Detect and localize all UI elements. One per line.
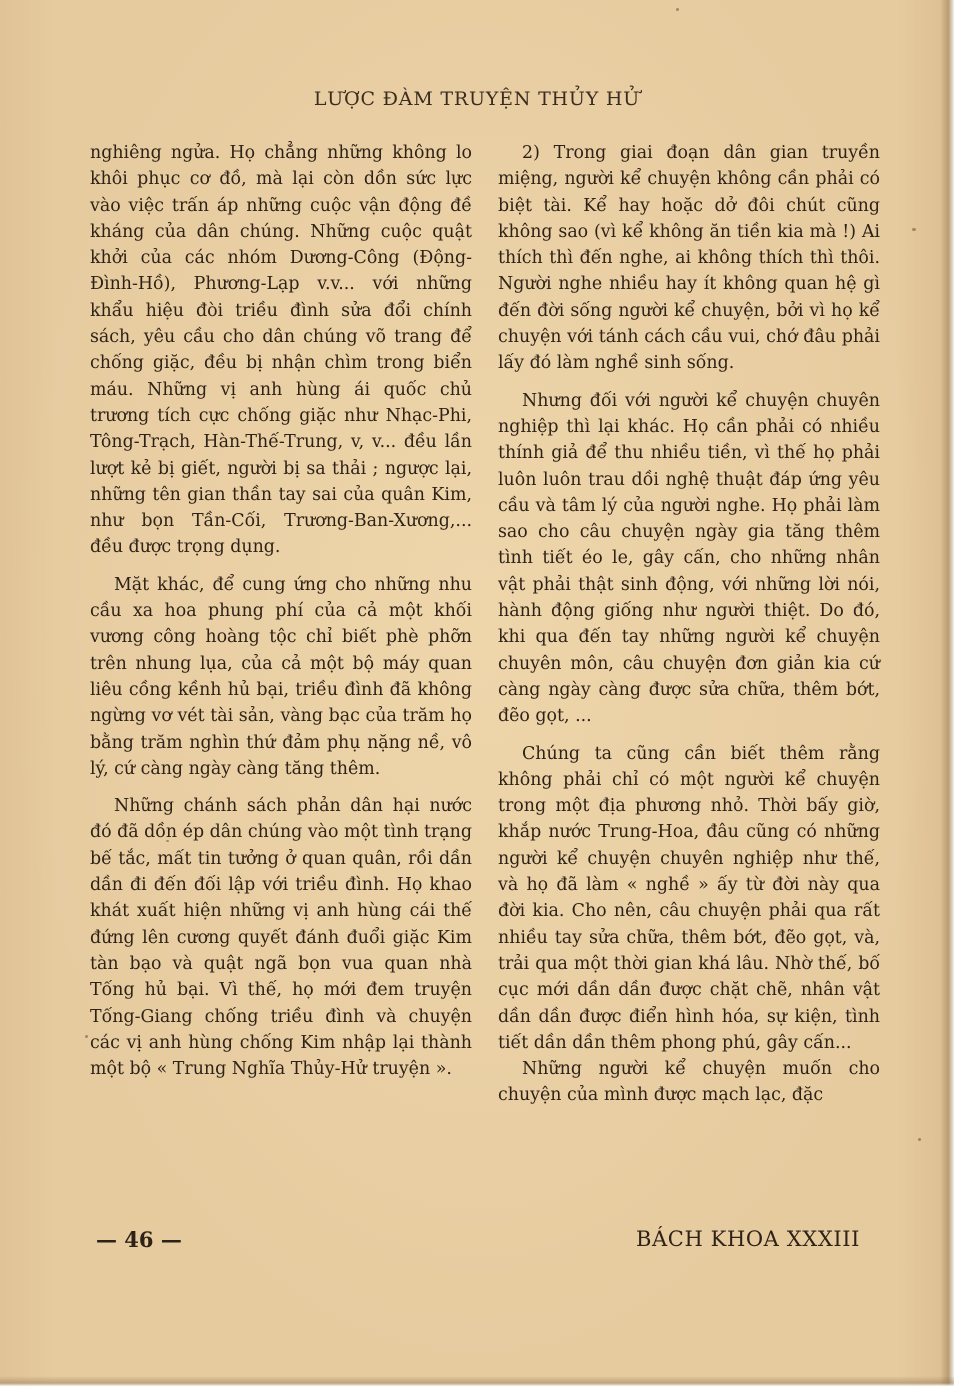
paragraph: Những người kể chuyện muốn cho chuyện của mình được mạch lạc, đặc bbox=[498, 1059, 880, 1106]
paper-speck bbox=[85, 1035, 88, 1038]
paragraph: Mặt khác, để cung ứng cho những nhu cầu xa hoa phung phí của cả một khối vương công hoàng tộc chỉ biết phè phỡn trên nhung lụa, của cả một bộ máy quan liêu cồng kềnh hủ bại, triều đình đã không ngừng vơ vét tài sản, vàng bạc của trăm họ bằng trăm nghìn thứ đảm phụ nặng nề, vô lý, cứ càng ngày càng tăng thêm. bbox=[90, 574, 472, 779]
running-title: LƯỢC ĐÀM TRUYỆN THỦY HỬ bbox=[313, 88, 641, 110]
page-edge-bottom bbox=[0, 1376, 954, 1386]
paragraph: Những chánh sách phản dân hại nước đó đã dồn ép dân chúng vào một tình trạng bế tắc, mất tin tưởng ở quan quân, rồi dần dần đi đến đối lập với triều đình. Họ khao khát xuất hiện những vị anh hùng cái thế đứng lên cương quyết đánh đuổi giặc Kim tàn bạo và quật ngã bọn vua quan nhà Tống hủ bại. Vì thế, họ mới đem truyện Tống-Giang chống triều đình và chuyện các vị anh hùng chống Kim nhập lại thành một bộ « Trung Nghĩa Thủy-Hử truyện ». bbox=[90, 796, 472, 1080]
paragraph: nghiêng ngửa. Họ chẳng những không lo khôi phục cơ đồ, mà lại còn dồn sức lực vào việc trấn áp những cuộc vận động đề kháng của dân chúng. Những cuộc quật khởi của các nhóm Dương-Công (Động-Đình-Hồ), Phương-Lạp v.v... với những khẩu hiệu đòi triều đình sửa đổi chính sách, yêu cầu cho dân chúng võ trang để chống giặc, đều bị nhận chìm trong biển máu. Những vị anh hùng ái quốc chủ trương tích cực chống giặc như Nhạc-Phi, Tông-Trạch, Hàn-Thế-Trung, v, v... đều lần lượt kẻ bị giết, người bị sa thải ; ngược lại, những tên gian thần tay sai của quân Kim, như bọn Tần-Cối, Trương-Ban-Xương,... đều được trọng dụng. bbox=[90, 143, 472, 558]
page-number: — 46 — bbox=[96, 1227, 182, 1252]
left-column bbox=[90, 140, 472, 1082]
paper-speck bbox=[918, 1138, 921, 1141]
paragraph: Chúng ta cũng cần biết thêm rằng không phải chỉ có một người kể chuyện trong một địa phương nhỏ. Thời bấy giờ, khắp nước Trung-Hoa, đâu cũng có những người kể chuyện chuyên nghiệp như thế, và họ đã làm « nghề » ấy từ đời này qua đời kia. Cho nên, câu chuyện phải qua rất nhiều tay sửa chữa, thêm bớt, đẽo gọt, và, trải qua một thời gian khá lâu. Nhờ thế, bố cục mới dần dần được chặt chẽ, nhân vật dần dần được điển hình hóa, sự kiện, tình tiết dần dần thêm phong phú, gây cấn... bbox=[498, 743, 880, 1053]
paragraph: 2) Trong giai đoạn dân gian truyền miệng, người kể chuyện không cần phải có biệt tài. Kể hay hoặc dở đôi chút cũng không sao (vì kể không ăn tiền kia mà !) Ai thích thì đến nghe, ai không thích thì thôi. Người nghe nhiều hay ít không quan hệ gì đến đời sống người kể chuyện, bởi vì họ kể chuyện với tánh cách cầu vui, chớ đâu phải lấy đó làm nghề sinh sống. bbox=[498, 143, 880, 374]
publication-name: BÁCH KHOA XXXIII bbox=[636, 1227, 861, 1251]
page-edge-right bbox=[940, 0, 954, 1386]
paragraph: Nhưng đối với người kể chuyện chuyên nghiệp thì lại khác. Họ cần phải có nhiều thính giả để thu nhiều tiền, vì thế họ phải luôn luôn trau dồi nghệ thuật đáp ứng yêu cầu và tâm lý của người nghe. Họ phải làm sao cho câu chuyện ngày gia tăng thêm tình tiết éo le, gây cấn, cho những nhân vật phải thật sinh động, với những lời nói, hành động giống như người thiệt. Do đó, khi qua đến tay những người kể chuyện chuyên môn, câu chuyện đơn giản kia cứ càng ngày càng được sửa chữa, thêm bớt, đẽo gọt, ... bbox=[498, 390, 880, 727]
paper-speck bbox=[676, 8, 679, 11]
paper-speck bbox=[912, 228, 916, 231]
right-column bbox=[498, 140, 880, 1109]
